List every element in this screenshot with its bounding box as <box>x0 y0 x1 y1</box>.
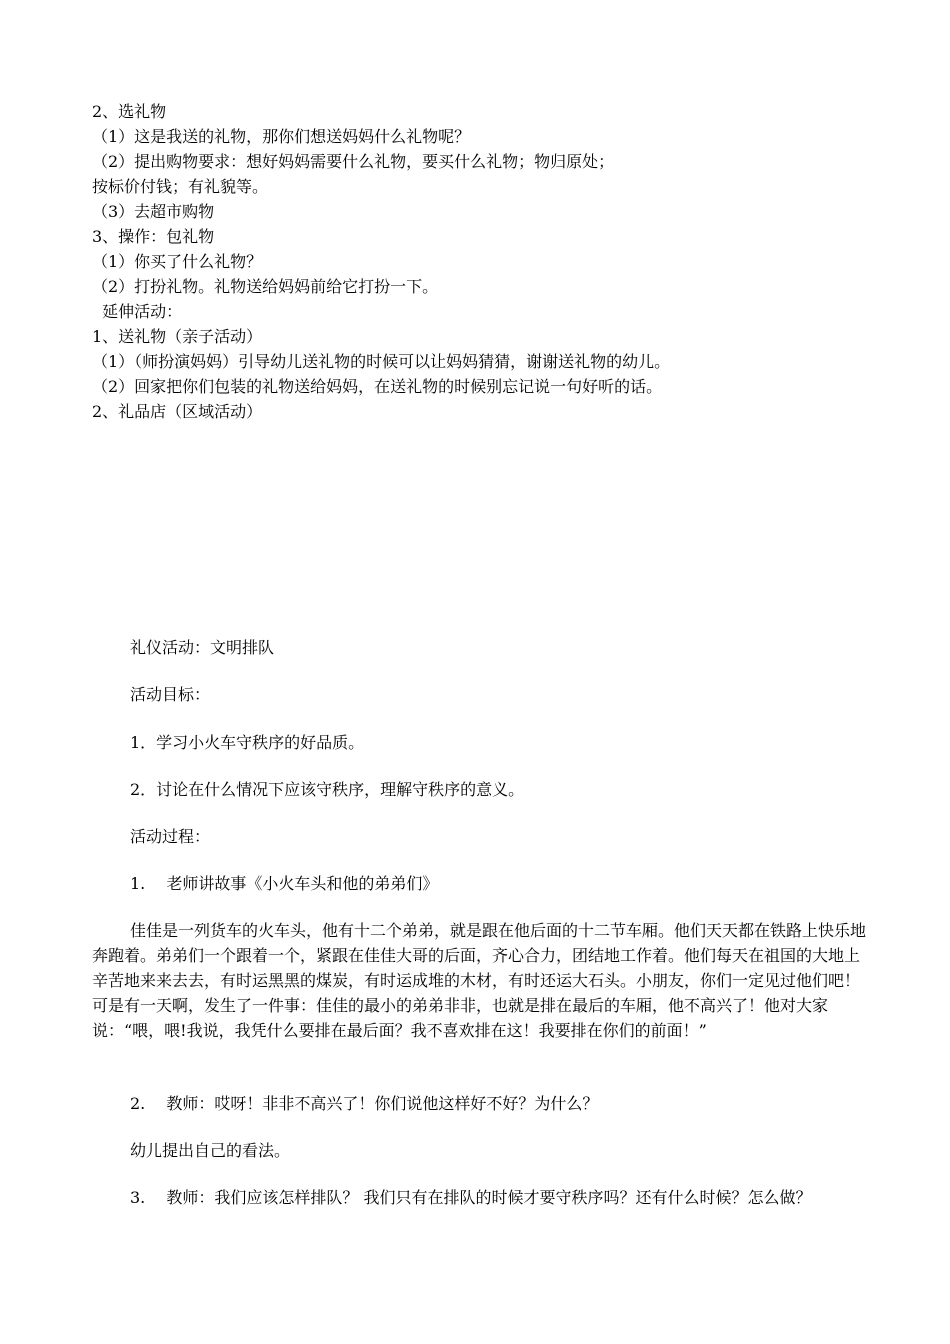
process-step: 1. 老师讲故事《小火车头和他的弟弟们》 <box>130 874 439 893</box>
list-item: （1）（师扮演妈妈）引导幼儿送礼物的时候可以让妈妈猜猜，谢谢送礼物的幼儿。 <box>92 352 671 371</box>
process-heading: 活动过程： <box>130 827 211 846</box>
goal-item: 1．学习小火车守秩序的好品质。 <box>130 733 365 752</box>
list-item: （1）这是我送的礼物，那你们想送妈妈什么礼物呢？ <box>92 127 471 146</box>
list-item-continuation: 按标价付钱；有礼貌等。 <box>92 177 269 196</box>
process-step: 3. 教师：我们应该怎样排队？ 我们只有在排队的时候才要守秩序吗？还有什么时候？怎么做？ <box>130 1188 812 1207</box>
list-item: （1）你买了什么礼物？ <box>92 252 263 271</box>
section-heading-gift-shop: 2、礼品店（区域活动） <box>92 402 263 421</box>
story-paragraph: 佳佳是一列货车的火车头，他有十二个弟弟，就是跟在他后面的十二节车厢。他们天天都在铁路上快乐地奔跑着。弟弟们一个跟着一个，紧跟在佳佳大哥的后面，齐心合力，团结地工作着。他们每天在祖国的大地上辛苦地来来去去，有时运黑黑的煤炭，有时运成堆的木材，有时还运大石头。小朋友，你们一定见过他们吧！可是有一天啊，发生了一件事：佳佳的最小的弟弟非非，也就是排在最后的车厢，他不高兴了！他对大家说：“喂，喂!我说，我凭什么要排在最后面？我不喜欢排在这！我要排在你们的前面！” <box>92 921 867 1040</box>
goal-item: 2．讨论在什么情况下应该守秩序，理解守秩序的意义。 <box>130 780 525 799</box>
list-item: （2）回家把你们包装的礼物送给妈妈，在送礼物的时候别忘记说一句好听的话。 <box>92 377 663 396</box>
list-item: （3）去超市购物 <box>92 202 215 221</box>
page-title: 礼仪活动：文明排队 <box>130 638 275 657</box>
process-step: 2. 教师：哎呀！非非不高兴了！你们说他这样好不好？为什么？ <box>130 1094 599 1113</box>
section-heading-wrap-gift: 3、操作：包礼物 <box>92 227 215 246</box>
list-item: （2）提出购物要求：想好妈妈需要什么礼物，要买什么礼物；物归原处； <box>92 152 615 171</box>
children-view-text: 幼儿提出自己的看法。 <box>130 1141 291 1160</box>
section-heading-send-gift: 1、送礼物（亲子活动） <box>92 327 263 346</box>
goals-heading: 活动目标： <box>130 685 211 704</box>
section-heading-choose-gift: 2、选礼物 <box>92 102 167 121</box>
section-heading-extension: 延伸活动： <box>92 302 183 321</box>
list-item: （2）打扮礼物。礼物送给妈妈前给它打扮一下。 <box>92 277 439 296</box>
